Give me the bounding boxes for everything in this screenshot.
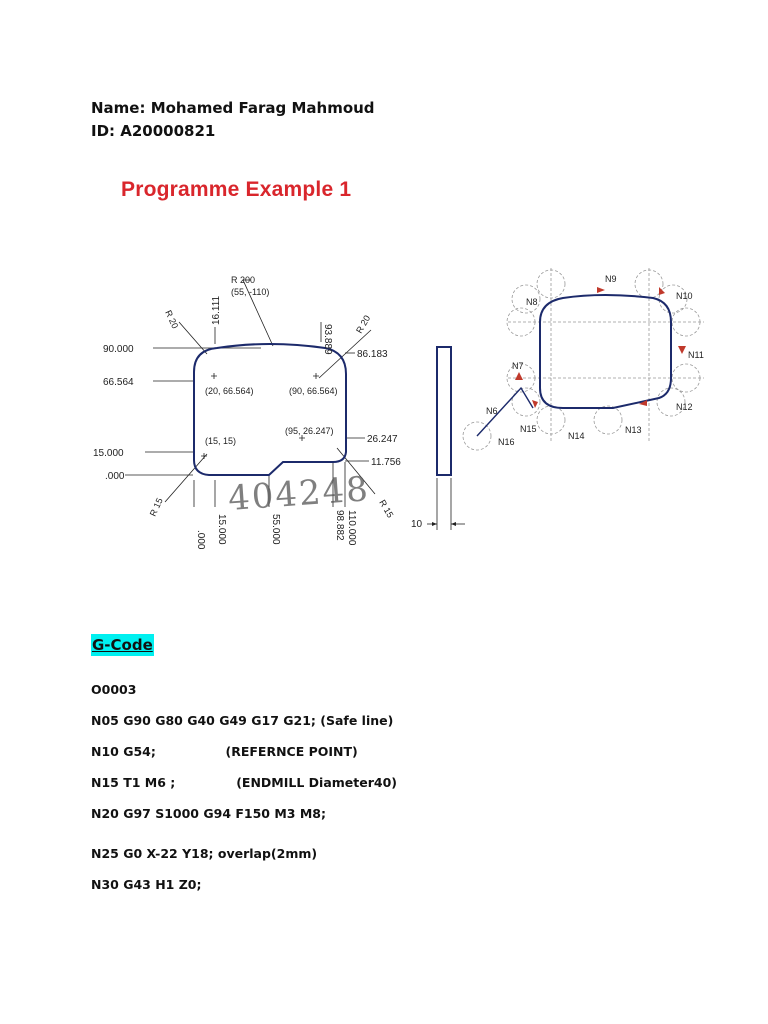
- dim-x110: 110.000: [346, 510, 357, 546]
- dim-r15-left: R 15: [147, 496, 165, 518]
- dim-r200: R 200: [231, 275, 256, 285]
- dim-x15: 15.000: [216, 514, 227, 545]
- gcode-line: O0003: [91, 682, 137, 697]
- dim-y0: .000: [105, 471, 125, 482]
- toolpath-diagram: [463, 268, 704, 450]
- dim-x16: 16.111: [211, 295, 222, 325]
- label-n14: N14: [568, 431, 585, 441]
- toolpath-outline: [540, 295, 671, 408]
- dim-y86: 86.183: [357, 349, 388, 360]
- label-n13: N13: [625, 425, 642, 435]
- label-n6: N6: [486, 406, 498, 416]
- coord-95-26: (95, 26.247): [285, 426, 334, 436]
- coord-90-66: (90, 66.564): [289, 386, 338, 396]
- dim-r20-left: R 20: [163, 308, 181, 331]
- gcode-listing: [91, 680, 397, 906]
- label-n12: N12: [676, 402, 693, 412]
- dim-r15-right: R 15: [377, 498, 396, 520]
- gcode-line: N05 G90 G80 G40 G49 G17 G21; (Safe line): [91, 713, 394, 728]
- figure-title: Programme Example 1: [121, 178, 352, 201]
- gcode-line: N15 T1 M6 ; (ENDMILL Diameter40): [91, 775, 397, 790]
- label-n10: N10: [676, 291, 693, 301]
- dim-y11: 11.756: [371, 457, 401, 468]
- side-view: [411, 347, 465, 530]
- dim-r20-right: R 20: [354, 313, 373, 335]
- dim-x98: 98.882: [334, 510, 345, 541]
- label-n8: N8: [526, 297, 538, 307]
- dim-y90: 90.000: [103, 344, 134, 355]
- programme-figure: [93, 162, 720, 627]
- gcode-line: N20 G97 S1000 G94 F150 M3 M8;: [91, 806, 326, 821]
- document-header: [91, 97, 375, 143]
- student-id: ID: A20000821: [91, 122, 216, 140]
- dim-thickness: 10: [411, 519, 423, 530]
- dim-y15: 15.000: [93, 448, 124, 459]
- gcode-line: N30 G43 H1 Z0;: [91, 877, 202, 892]
- handwritten-note: 404248: [226, 469, 372, 519]
- dim-r200-center: (55, -110): [231, 287, 270, 297]
- label-n11: N11: [688, 350, 704, 360]
- coord-20-66: (20, 66.564): [205, 386, 254, 396]
- label-n9: N9: [605, 274, 617, 284]
- part-outline: [194, 344, 346, 475]
- technical-drawing: [93, 162, 720, 627]
- student-name: Name: Mohamed Farag Mahmoud: [91, 99, 375, 117]
- gcode-line: N25 G0 X-22 Y18; overlap(2mm): [91, 846, 318, 861]
- coord-15-15: (15, 15): [205, 436, 237, 446]
- gcode-heading: G-Code: [92, 636, 153, 654]
- label-n7: N7: [512, 361, 524, 371]
- dim-x93: 93.889: [322, 324, 333, 355]
- gcode-line: N10 G54; (REFERNCE POINT): [91, 744, 358, 759]
- label-n15: N15: [520, 424, 537, 434]
- dim-x0: .000: [195, 530, 206, 550]
- label-n16: N16: [498, 437, 515, 447]
- dim-y26: 26.247: [367, 434, 398, 445]
- dim-y66: 66.564: [103, 377, 134, 388]
- dim-x55: 55.000: [270, 514, 281, 545]
